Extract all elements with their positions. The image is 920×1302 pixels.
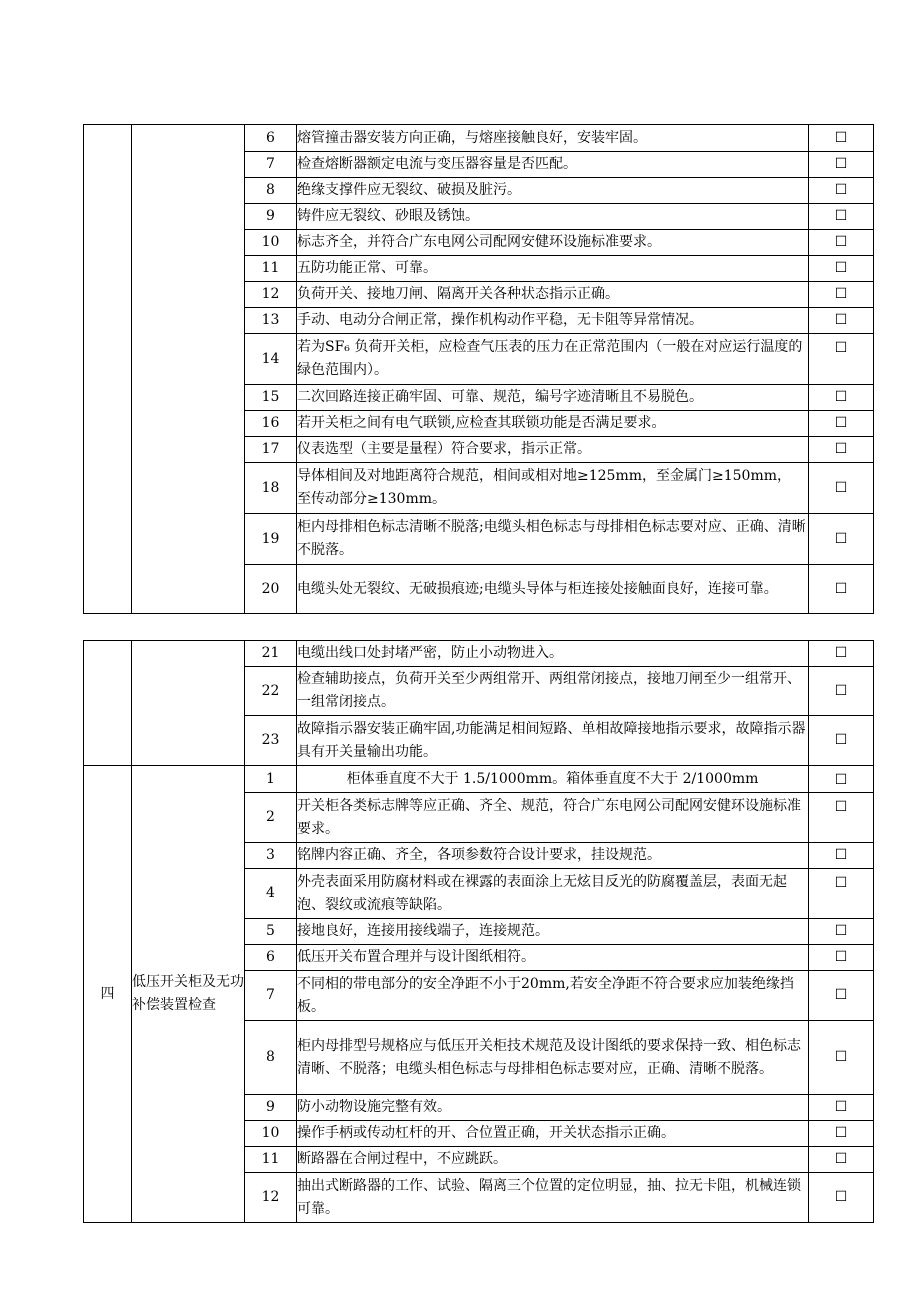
- item-description: 开关柜各类标志牌等应正确、齐全、规范，符合广东电网公司配网安健环设施标准要求。: [297, 793, 809, 843]
- checkbox[interactable]: ☐: [809, 385, 874, 411]
- item-description: 若为SF₆ 负荷开关柜，应检查气压表的压力在正常范围内（一般在对应运行温度的绿色范围内）。: [297, 334, 809, 385]
- item-number: 17: [245, 437, 297, 463]
- item-number: 8: [245, 178, 297, 204]
- item-number: 7: [245, 971, 297, 1021]
- checkbox[interactable]: ☐: [809, 514, 874, 565]
- section-number: 四: [84, 766, 132, 1223]
- item-description: 绝缘支撑件应无裂纹、破损及脏污。: [297, 178, 809, 204]
- item-description: 外壳表面采用防腐材料或在裸露的表面涂上无炫目反光的防腐覆盖层，表面无起泡、裂纹或流痕等缺陷。: [297, 869, 809, 919]
- item-description: 导体相间及对地距离符合规范，相间或相对地≥125mm，至金属门≥150mm， 至传动部分≥130mm。: [297, 463, 809, 514]
- item-description: 故障指示器安装正确牢固,功能满足相间短路、单相故障接地指示要求，故障指示器具有开关量输出功能。: [297, 716, 809, 766]
- item-description: 柜体垂直度不大于 1.5/1000mm。箱体垂直度不大于 2/1000mm: [297, 766, 809, 793]
- checklist-table-1: [83, 124, 874, 614]
- item-description: 检查辅助接点，负荷开关至少两组常开、两组常闭接点，接地刀闸至少一组常开、一组常闭接点。: [297, 667, 809, 716]
- checkbox[interactable]: ☐: [809, 437, 874, 463]
- item-description: 若开关柜之间有电气联锁,应检查其联锁功能是否满足要求。: [297, 411, 809, 437]
- checkbox[interactable]: ☐: [809, 971, 874, 1021]
- item-number: 23: [245, 716, 297, 766]
- section-name-cell: [132, 641, 245, 766]
- item-number: 19: [245, 514, 297, 565]
- item-number: 14: [245, 334, 297, 385]
- item-description: 检查熔断器额定电流与变压器容量是否匹配。: [297, 152, 809, 178]
- item-description: 铸件应无裂纹、砂眼及锈蚀。: [297, 204, 809, 230]
- section-name: 低压开关柜及无功补偿装置检查: [132, 766, 245, 1223]
- checkbox[interactable]: ☐: [809, 1095, 874, 1121]
- item-description: 柜内母排相色标志清晰不脱落;电缆头相色标志与母排相色标志要对应、正确、清晰不脱落。: [297, 514, 809, 565]
- item-description: 手动、电动分合闸正常，操作机构动作平稳，无卡阻等异常情况。: [297, 308, 809, 334]
- item-description: 仪表选型（主要是量程）符合要求，指示正常。: [297, 437, 809, 463]
- checkbox[interactable]: ☐: [809, 256, 874, 282]
- item-number: 13: [245, 308, 297, 334]
- checkbox[interactable]: ☐: [809, 125, 874, 152]
- item-number: 12: [245, 1173, 297, 1223]
- table-row: [84, 125, 874, 152]
- checkbox[interactable]: ☐: [809, 565, 874, 614]
- checkbox[interactable]: ☐: [809, 667, 874, 716]
- item-description: 标志齐全，并符合广东电网公司配网安健环设施标准要求。: [297, 230, 809, 256]
- item-number: 20: [245, 565, 297, 614]
- item-number: 3: [245, 843, 297, 869]
- item-description: 不同相的带电部分的安全净距不小于20mm,若安全净距不符合要求应加装绝缘挡板。: [297, 971, 809, 1021]
- item-number: 15: [245, 385, 297, 411]
- item-number: 10: [245, 230, 297, 256]
- item-number: 4: [245, 869, 297, 919]
- section-number-cell: [84, 641, 132, 766]
- item-description: 电缆头处无裂纹、无破损痕迹;电缆头导体与柜连接处接触面良好，连接可靠。: [297, 565, 809, 614]
- item-description: 熔管撞击器安装方向正确，与熔座接触良好，安装牢固。: [297, 125, 809, 152]
- checkbox[interactable]: ☐: [809, 204, 874, 230]
- checkbox[interactable]: ☐: [809, 230, 874, 256]
- checkbox[interactable]: ☐: [809, 152, 874, 178]
- checkbox[interactable]: ☐: [809, 945, 874, 971]
- checkbox[interactable]: ☐: [809, 1173, 874, 1223]
- item-number: 9: [245, 1095, 297, 1121]
- item-number: 21: [245, 641, 297, 667]
- item-number: 5: [245, 919, 297, 945]
- checkbox[interactable]: ☐: [809, 178, 874, 204]
- item-number: 22: [245, 667, 297, 716]
- section-name-cell: [132, 125, 245, 614]
- checklist-table-2: [83, 640, 874, 1223]
- item-number: 18: [245, 463, 297, 514]
- table-row: [84, 641, 874, 667]
- section-number-cell: [84, 125, 132, 614]
- checkbox[interactable]: ☐: [809, 641, 874, 667]
- checkbox[interactable]: ☐: [809, 869, 874, 919]
- item-description: 二次回路连接正确牢固、可靠、规范，编号字迹清晰且不易脱色。: [297, 385, 809, 411]
- checkbox[interactable]: ☐: [809, 463, 874, 514]
- item-number: 11: [245, 1147, 297, 1173]
- item-description: 操作手柄或传动杠杆的开、合位置正确，开关状态指示正确。: [297, 1121, 809, 1147]
- checkbox[interactable]: ☐: [809, 766, 874, 793]
- item-description: 负荷开关、接地刀闸、隔离开关各种状态指示正确。: [297, 282, 809, 308]
- checkbox[interactable]: ☐: [809, 793, 874, 843]
- item-number: 8: [245, 1021, 297, 1095]
- item-number: 9: [245, 204, 297, 230]
- item-number: 2: [245, 793, 297, 843]
- checkbox[interactable]: ☐: [809, 1121, 874, 1147]
- item-number: 6: [245, 945, 297, 971]
- item-description: 抽出式断路器的工作、试验、隔离三个位置的定位明显，抽、拉无卡阻，机械连锁可靠。: [297, 1173, 809, 1223]
- item-description: 铭牌内容正确、齐全，各项参数符合设计要求，挂设规范。: [297, 843, 809, 869]
- item-description: 接地良好，连接用接线端子，连接规范。: [297, 919, 809, 945]
- checkbox[interactable]: ☐: [809, 308, 874, 334]
- item-number: 11: [245, 256, 297, 282]
- item-number: 16: [245, 411, 297, 437]
- item-description: 五防功能正常、可靠。: [297, 256, 809, 282]
- checkbox[interactable]: ☐: [809, 843, 874, 869]
- item-description: 柜内母排型号规格应与低压开关柜技术规范及设计图纸的要求保持一致、相色标志清晰、不脱落；电缆头相色标志与母排相色标志要对应，正确、清晰不脱落。: [297, 1021, 809, 1095]
- item-description: 电缆出线口处封堵严密，防止小动物进入。: [297, 641, 809, 667]
- item-number: 1: [245, 766, 297, 793]
- checkbox[interactable]: ☐: [809, 282, 874, 308]
- item-description: 断路器在合闸过程中，不应跳跃。: [297, 1147, 809, 1173]
- item-number: 10: [245, 1121, 297, 1147]
- checkbox[interactable]: ☐: [809, 716, 874, 766]
- checkbox[interactable]: ☐: [809, 1147, 874, 1173]
- item-number: 6: [245, 125, 297, 152]
- table-row: [84, 766, 874, 793]
- item-description: 低压开关布置合理并与设计图纸相符。: [297, 945, 809, 971]
- item-number: 12: [245, 282, 297, 308]
- checkbox[interactable]: ☐: [809, 919, 874, 945]
- checkbox[interactable]: ☐: [809, 411, 874, 437]
- checkbox[interactable]: ☐: [809, 334, 874, 385]
- item-number: 7: [245, 152, 297, 178]
- checkbox[interactable]: ☐: [809, 1021, 874, 1095]
- item-description: 防小动物设施完整有效。: [297, 1095, 809, 1121]
